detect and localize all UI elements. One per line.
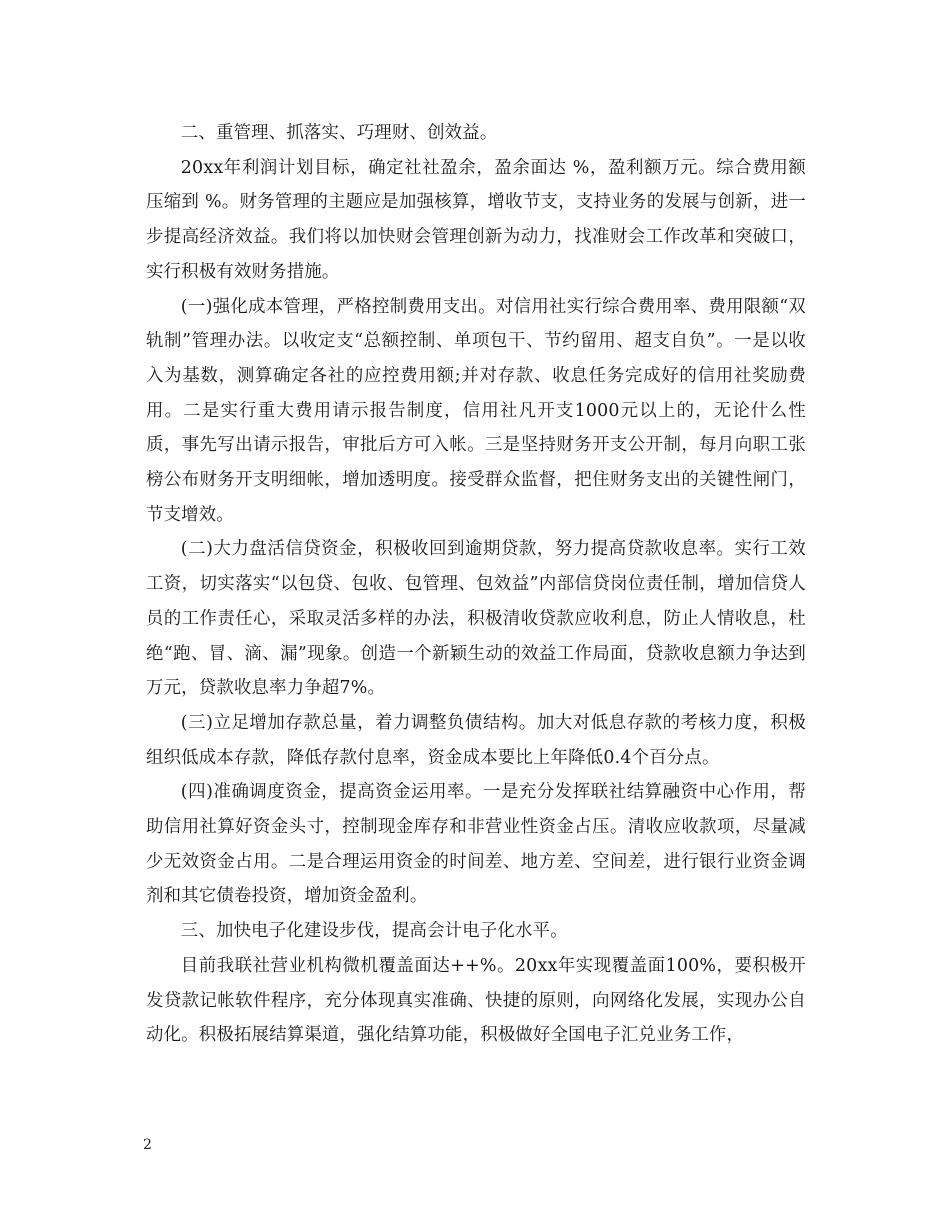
section-heading-2: 二、重管理、抓落实、巧理财、创效益。: [180, 123, 498, 143]
paragraph-cost-management: (一)强化成本管理，严格控制费用支出。对信用社实行综合费用率、费用限额“双轨制”管理办法。以收定支“总额控制、单项包干、节约留用、超支自负”。一是以收入为基数，测算确定各社的应控费用额;并对存款、收息任务完成好的信用社奖励费用。二是实行重大费用请示报告制度，信用社凡开支1000元以上的，无论什么性质，事先写出请示报告，审批后方可入帐。三是坚持财务开支公开制，每月向职工张榜公布财务开支明细帐，增加透明度。接受群众监督，把住财务支出的关键性闸门，节支增效。: [146, 296, 806, 525]
paragraph-computerization: 目前我联社营业机构微机覆盖面达++%。20xx年实现覆盖面100%，要积极开发贷款记帐软件程序，充分体现真实准确、快捷的原则，向网络化发展，实现办公自动化。积极拓展结算渠道，强化结算功能，积极做好全国电子汇兑业务工作，: [146, 955, 806, 1046]
paragraph-fund-allocation: (四)准确调度资金，提高资金运用率。一是充分发挥联社结算融资中心作用，帮助信用社算好资金头寸，控制现金库存和非营业性资金占压。清收应收款项，尽量减少无效资金占用。二是合理运用资金的时间差、地方差、空间差，进行银行业资金调剂和其它债卷投资，增加资金盈利。: [146, 782, 806, 907]
paragraph-credit-funds: (二)大力盘活信贷资金，积极收回到逾期贷款，努力提高贷款收息率。实行工效工资，切实落实“以包贷、包收、包管理、包效益”内部信贷岗位责任制，增加信贷人员的工作责任心，采取灵活多样的办法，积极清收贷款应收利息，防止人情收息，杜绝“跑、冒、滴、漏”现象。创造一个新颖生动的效益工作局面，贷款收息额力争达到 万元，贷款收息率力争超7%。: [146, 539, 806, 699]
paragraph-profit-plan: 20xx年利润计划目标，确定社社盈余，盈余面达 %，盈利额万元。综合费用额压缩到 %。财务管理的主题应是加强核算，增收节支，支持业务的发展与创新，进一步提高经济效益。我们将以加快财会管理创新为动力，找准财会工作改革和突破口，实行积极有效财务措施。: [146, 157, 806, 282]
section-heading-3: 三、加快电子化建设步伐，提高会计电子化水平。: [180, 921, 568, 942]
document-body: [146, 116, 806, 1053]
page-number: 2: [143, 1137, 152, 1153]
paragraph-deposits: (三)立足增加存款总量，着力调整负债结构。加大对低息存款的考核力度，积极组织低成本存款，降低存款付息率，资金成本要比上年降低0.4个百分点。: [146, 712, 806, 768]
